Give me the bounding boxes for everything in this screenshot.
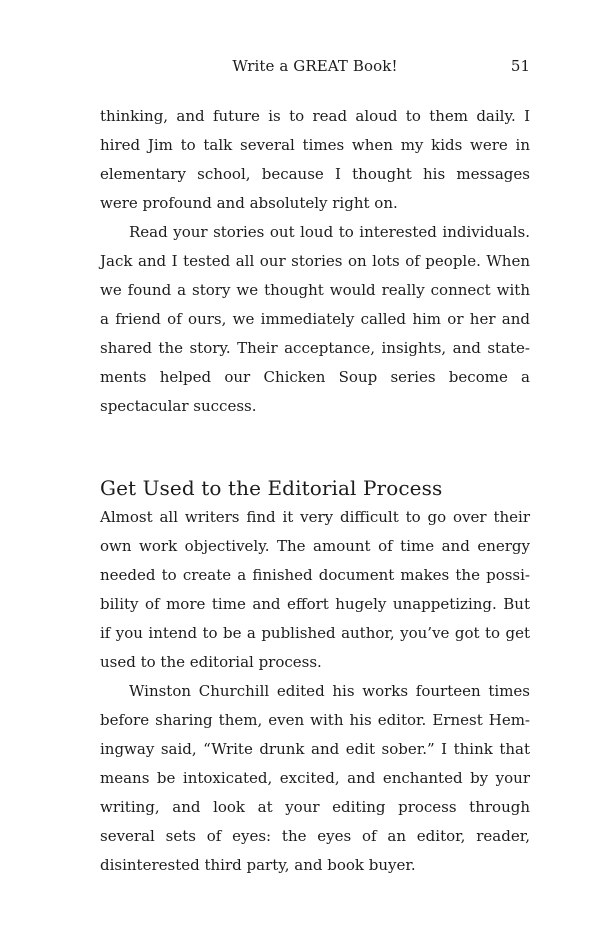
text-block-continuation	[100, 102, 530, 421]
paragraph-continued: thinking, and future is to read aloud to them daily. I hired Jim to talk several times when my kids were in elementary school, because I thought his messages were profound and absolutely right on.	[100, 107, 530, 212]
paragraph: Winston Churchill edited his works fourteen times before sharing them, even with his editor. Ernest Hemingway said, “Write drunk and edit sober.” I think that means be intoxicated, excited, and enchanted by your writing, and look at your editing process through several sets of eyes: the eyes of an editor, reader, disinterested third party, and book buyer.	[100, 682, 530, 874]
paragraph: Read your stories out loud to interested individuals. Jack and I tested all our stories on lots of people. When we found a story we thought would really connect with a friend of ours, we immediately called him or her and shared the story. Their acceptance, insights, and statements helped our Chicken Soup series become a spectacular success.	[100, 223, 530, 415]
page-number: 51	[510, 57, 530, 75]
text-block-editorial-process	[100, 503, 530, 880]
running-title: Write a GREAT Book!	[232, 57, 398, 75]
paragraph: Almost all writers find it very difficult to go over their own work objectively. The amount of time and energy needed to create a finished document makes the possibility of more time and effort hugely unappetizing. But if you intend to be a published author, you’ve got to get used to the editorial process.	[100, 508, 530, 671]
running-head	[100, 54, 530, 78]
section-heading: Get Used to the Editorial Process	[100, 476, 443, 500]
